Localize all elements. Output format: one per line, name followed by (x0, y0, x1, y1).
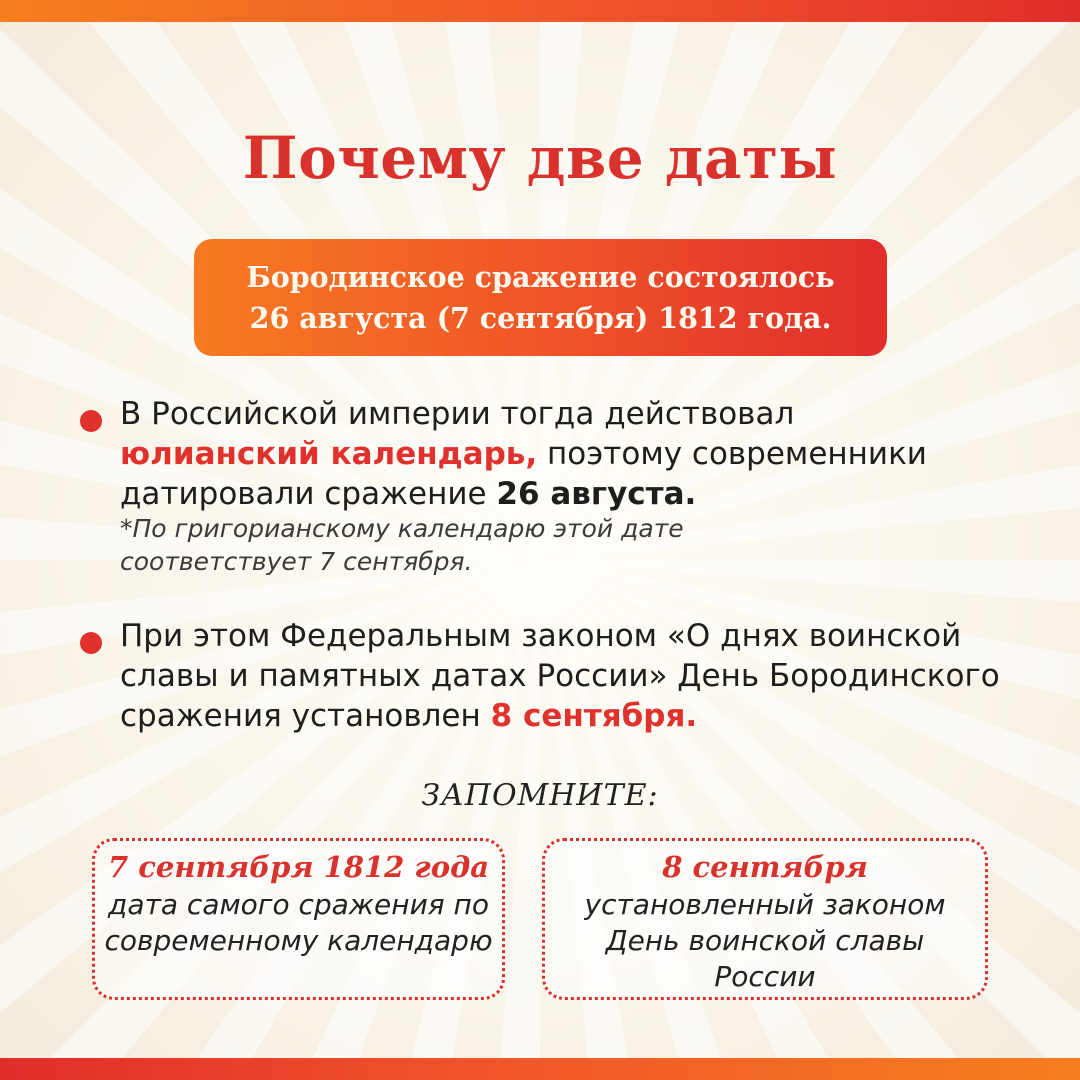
card-battle-date (92, 838, 505, 1000)
top-gradient-bar (0, 0, 1080, 22)
bullet-2-highlight: 8 сентября. (490, 698, 698, 734)
card-left-title: 7 сентября 1812 года (107, 850, 490, 884)
page-title: Почему две даты (242, 124, 838, 192)
bullet-2-text-a: При этом Федеральным законом «О днях воинской славы и памятных датах России» День Бородинского сражения установлен (120, 618, 1000, 734)
gregorian-note: *По григорианскому календарю этой дате соответствует 7 сентября. (120, 514, 684, 576)
bullet-1-highlight: юлианский календарь, (120, 436, 538, 472)
bullet-1-text-a: В Российской империи тогда действовал (120, 396, 795, 432)
bottom-gradient-bar (0, 1058, 1080, 1080)
banner-line-2: 26 августа (7 сентября) 1812 года. (249, 300, 832, 335)
card-memorial-date (542, 838, 988, 1000)
battle-date-banner (194, 239, 887, 356)
bullet-1-text-b: поэтому современники датировали сражение (120, 436, 927, 512)
bullet-text (120, 616, 1000, 736)
bullet-text (120, 394, 1000, 514)
remember-heading: ЗАПОМНИТЕ: (421, 778, 659, 813)
bullet-dot-icon (80, 410, 102, 432)
card-right-title: 8 сентября (662, 850, 868, 884)
banner-line-1: Бородинское сражение состоялось (246, 259, 835, 294)
bullet-1-bold: 26 августа. (496, 476, 697, 512)
card-right-desc: установленный законом День воинской славы России (584, 888, 946, 993)
card-left-desc: дата самого сражения по современному календарю (104, 888, 493, 957)
bullet-dot-icon (80, 632, 102, 654)
